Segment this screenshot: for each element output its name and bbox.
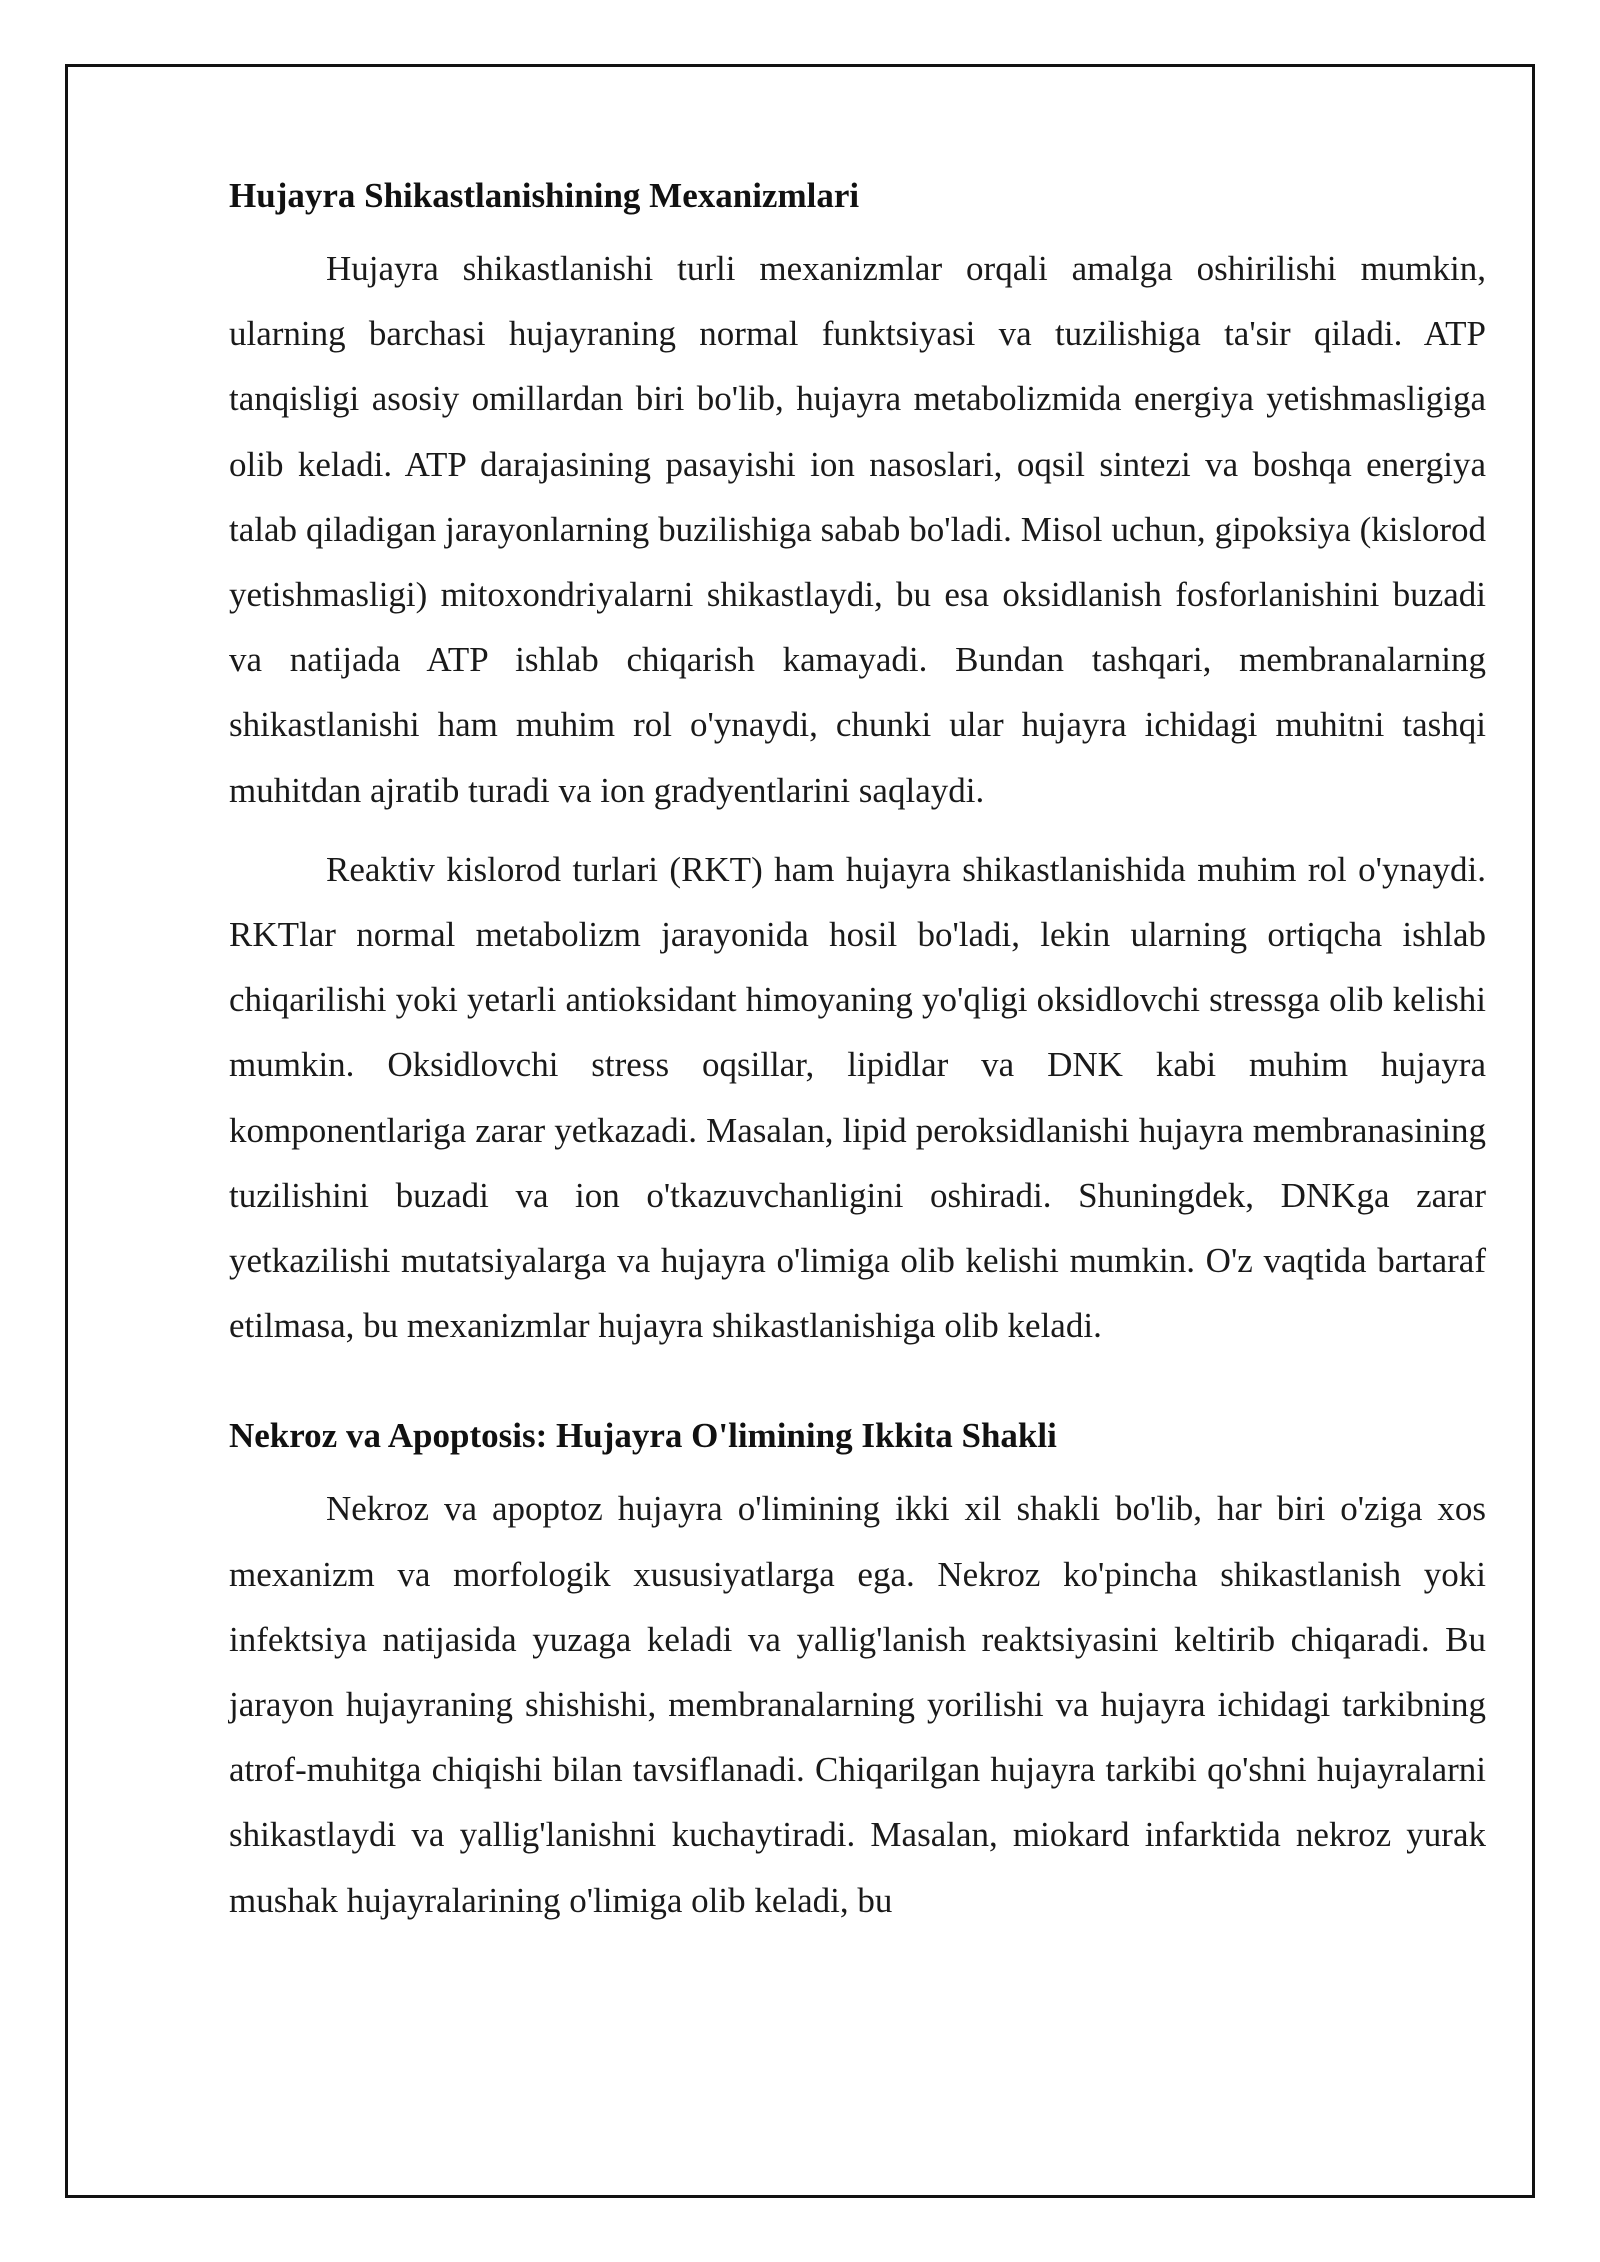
paragraph-atp-deficiency: Hujayra shikastlanishi turli mexanizmlar orqali amalga oshirilishi mumkin, ularning barchasi hujayraning normal funktsiyasi va tuzilishiga ta'sir qiladi. ATP tanqisligi asosiy omillardan biri bo'lib, hujayra metabolizmida energiya yetishmasligiga olib keladi. ATP darajasining pasayishi ion nasoslari, oqsil sintezi va boshqa energiya talab qiladigan jarayonlarning buzilishiga sabab bo'ladi. Misol uchun, gipoksiya (kislorod yetishmasligi) mitoxondriyalarni shikastlaydi, bu esa oksidlanish fosforlanishini buzadi va natijada ATP ishlab chiqarish kamayadi. Bundan tashqari, membranalarning shikastlanishi ham muhim rol o'ynaydi, chunki ular hujayra ichidagi muhitni tashqi muhitdan ajratib turadi va ion gradyentlarini saqlaydi. [229, 249, 1486, 810]
section-heading-cell-injury-mechanisms: Hujayra Shikastlanishining Mexanizmlari [229, 176, 860, 215]
document-body [229, 170, 1486, 1947]
paragraph-reactive-oxygen-species: Reaktiv kislorod turlari (RKT) ham hujayra shikastlanishida muhim rol o'ynaydi. RKTlar normal metabolizm jarayonida hosil bo'ladi, lekin ularning ortiqcha ishlab chiqarilishi yoki yetarli antioksidant himoyaning yo'qligi oksidlovchi stressga olib kelishi mumkin. Oksidlovchi stress oqsillar, lipidlar va DNK kabi muhim hujayra komponentlariga zarar yetkazadi. Masalan, lipid peroksidlanishi hujayra membranasining tuzilishini buzadi va ion o'tkazuvchanligini oshiradi. Shuningdek, DNKga zarar yetkazilishi mutatsiyalarga va hujayra o'limiga olib kelishi mumkin. O'z vaqtida bartaraf etilmasa, bu mexanizmlar hujayra shikastlanishiga olib keladi. [229, 849, 1486, 1346]
paragraph-necrosis-apoptosis: Nekroz va apoptoz hujayra o'limining ikki xil shakli bo'lib, har biri o'ziga xos mexanizm va morfologik xususiyatlarga ega. Nekroz ko'pincha shikastlanish yoki infektsiya natijasida yuzaga keladi va yallig'lanish reaktsiyasini keltirib chiqaradi. Bu jarayon hujayraning shishishi, membranalarning yorilishi va hujayra ichidagi tarkibning atrof-muhitga chiqishi bilan tavsiflanadi. Chiqarilgan hujayra tarkibi qo'shni hujayralarni shikastlaydi va yallig'lanishni kuchaytiradi. Masalan, miokard infarktida nekroz yurak mushak hujayralarining o'limiga olib keladi, bu [229, 1489, 1486, 1920]
section-heading-necrosis-apoptosis: Nekroz va Apoptosis: Hujayra O'limining Ikkita Shakli [229, 1416, 1057, 1456]
